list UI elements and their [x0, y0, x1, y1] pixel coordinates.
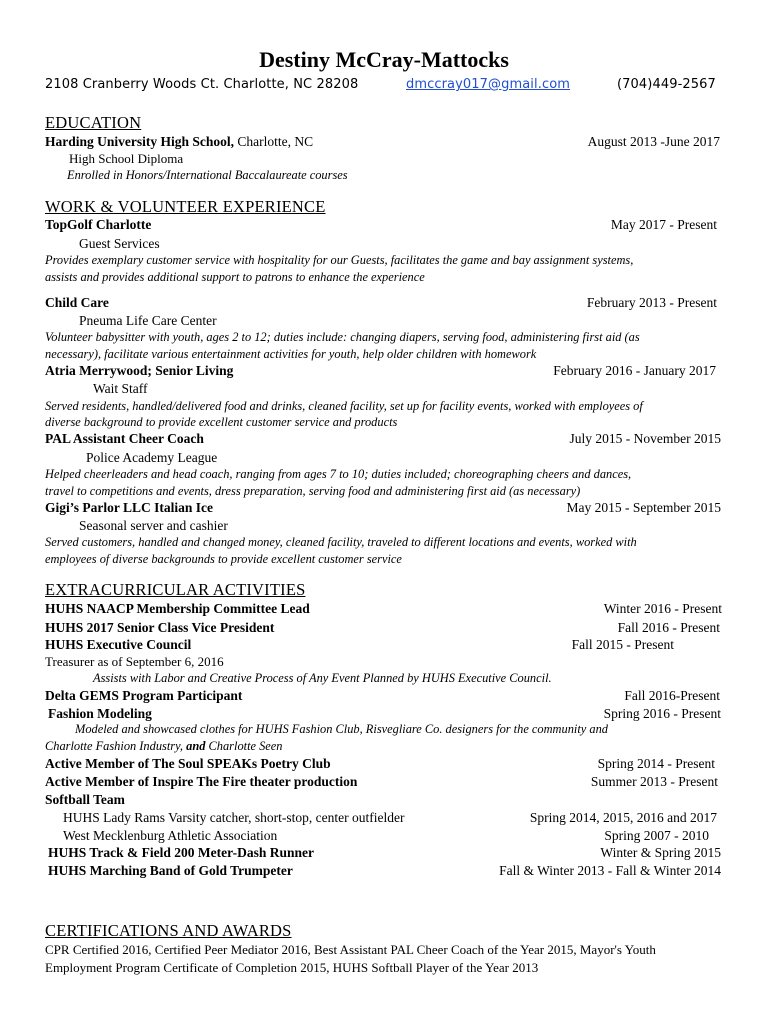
activity-title: HUHS NAACP Membership Committee Lead [45, 601, 310, 616]
job-desc: Served residents, handled/delivered food and drinks, cleaned facility, set up for facility events, worked with employees of [45, 399, 643, 413]
job-desc: necessary), facilitate various entertainment activities for youth, help older children with homework [45, 347, 537, 361]
job-role: Wait Staff [93, 381, 148, 396]
job-org: TopGolf Charlotte [45, 217, 152, 232]
activity-title: HUHS Executive Council [45, 637, 192, 652]
job-dates: May 2017 - Present [610, 217, 717, 232]
job-org: PAL Assistant Cheer Coach [45, 431, 204, 446]
activity-dates: Winter & Spring 2015 [600, 845, 721, 860]
education-note: Enrolled in Honors/International Baccalaureate courses [67, 168, 348, 182]
activity-desc-part: Charlotte Fashion Industry, [45, 739, 184, 753]
certifications-text: Employment Program Certificate of Completion 2015, HUHS Softball Player of the Year 2013 [45, 960, 539, 975]
activity-title: Active Member of The Soul SPEAKs Poetry Club [45, 756, 331, 771]
activity-dates: Fall 2016-Present [624, 688, 720, 703]
activity-title: Active Member of Inspire The Fire theater production [45, 774, 358, 789]
activity-dates: Fall 2015 - Present [571, 637, 674, 652]
education-school [45, 134, 313, 150]
activity-dates: Spring 2014 - Present [597, 756, 715, 771]
activity-title: Delta GEMS Program Participant [45, 688, 243, 703]
job-org: Atria Merrywood; Senior Living [45, 363, 234, 378]
job-desc: assists and provides additional support to patrons to enhance the experience [45, 270, 425, 284]
job-dates: February 2013 - Present [586, 295, 717, 310]
job-dates: July 2015 - November 2015 [569, 431, 721, 446]
activity-item: West Mecklenburg Athletic Association [63, 828, 278, 843]
activity-desc: Assists with Labor and Creative Process of Any Event Planned by HUHS Executive Council. [93, 671, 552, 685]
job-role: Seasonal server and cashier [79, 518, 228, 533]
activity-desc-part: and [183, 739, 206, 753]
job-desc: travel to competitions and events, dress preparation, serving food and administering first aid (as necessary) [45, 484, 581, 498]
activity-desc: Modeled and showcased clothes for HUHS Fashion Club, Risvegliare Co. designers for the community and [75, 722, 608, 736]
job-dates: May 2015 - September 2015 [566, 500, 721, 515]
job-desc: Helped cheerleaders and head coach, ranging from ages 7 to 10; duties included; choreographing cheers and dances, [45, 467, 632, 481]
job-dates: February 2016 - January 2017 [553, 363, 716, 378]
job-org: Gigi’s Parlor LLC Italian Ice [45, 500, 213, 515]
activity-subtitle: Treasurer as of September 6, 2016 [45, 654, 224, 669]
certifications-heading: CERTIFICATIONS AND AWARDS [45, 921, 292, 940]
phone: (704)449-2567 [617, 77, 716, 92]
activity-dates: Fall & Winter 2013 - Fall & Winter 2014 [499, 863, 721, 878]
activity-title: Fashion Modeling [48, 706, 152, 721]
activity-title: Softball Team [45, 792, 125, 807]
education-diploma: High School Diploma [69, 151, 184, 166]
activity-dates: Spring 2016 - Present [603, 706, 721, 721]
activity-dates: Spring 2007 - 2010 [604, 828, 709, 843]
school-name: Harding University High School, [45, 134, 235, 149]
education-dates: August 2013 -June 2017 [587, 134, 720, 149]
job-role: Pneuma Life Care Center [79, 313, 217, 328]
job-role: Police Academy League [86, 450, 218, 465]
education-heading: EDUCATION [45, 113, 142, 132]
activity-dates: Fall 2016 - Present [617, 620, 720, 635]
activity-item: HUHS Lady Rams Varsity catcher, short-stop, center outfielder [63, 810, 405, 825]
resume-name: Destiny McCray-Mattocks [259, 47, 509, 72]
job-desc: Volunteer babysitter with youth, ages 2 to 12; duties include: changing diapers, serving food, administering first aid (as [45, 330, 640, 344]
job-desc: employees of diverse backgrounds to provide excellent customer service [45, 552, 402, 566]
address: 2108 Cranberry Woods Ct. Charlotte, NC 28208 [45, 77, 359, 92]
activity-title: HUHS Track & Field 200 Meter-Dash Runner [48, 845, 314, 860]
activity-desc [45, 739, 283, 754]
job-desc: Served customers, handled and changed money, cleaned facility, traveled to different locations and events, worked with [45, 535, 637, 549]
activity-dates: Spring 2014, 2015, 2016 and 2017 [529, 810, 717, 825]
activity-dates: Winter 2016 - Present [603, 601, 722, 616]
activity-desc-part: Charlotte Seen [205, 739, 283, 753]
activity-title: HUHS 2017 Senior Class Vice President [45, 620, 275, 635]
extracurricular-heading: EXTRACURRICULAR ACTIVITIES [45, 580, 306, 599]
job-desc: diverse background to provide excellent customer service and products [45, 415, 398, 429]
certifications-text: CPR Certified 2016, Certified Peer Mediator 2016, Best Assistant PAL Cheer Coach of the Year 2015, Mayor's Youth [45, 942, 656, 957]
email-link[interactable]: dmccray017@gmail.com [406, 77, 571, 92]
job-role: Guest Services [79, 236, 160, 251]
school-location: Charlotte, NC [234, 134, 314, 149]
activity-title: HUHS Marching Band of Gold Trumpeter [48, 863, 293, 878]
job-desc: Provides exemplary customer service with hospitality for our Guests, facilitates the game and bay assignment systems, [45, 253, 634, 267]
job-org: Child Care [45, 295, 109, 310]
work-heading: WORK & VOLUNTEER EXPERIENCE [45, 197, 326, 216]
activity-dates: Summer 2013 - Present [590, 774, 718, 789]
